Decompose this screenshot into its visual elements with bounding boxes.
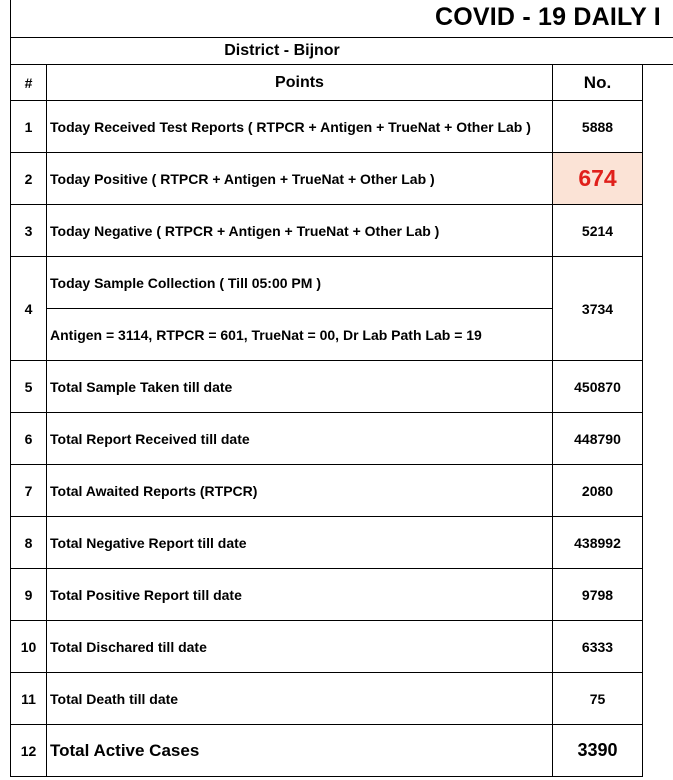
row-value: 448790 bbox=[553, 413, 643, 465]
table-row bbox=[11, 101, 643, 153]
row-num: 3 bbox=[11, 205, 47, 257]
today-positive-value: 674 bbox=[553, 153, 643, 205]
row-label: Total Sample Taken till date bbox=[47, 361, 553, 413]
row-num: 10 bbox=[11, 621, 47, 673]
table-row bbox=[11, 205, 643, 257]
district-row bbox=[10, 38, 673, 65]
row-value: 9798 bbox=[553, 569, 643, 621]
row-value: 5888 bbox=[553, 101, 643, 153]
row-value: 450870 bbox=[553, 361, 643, 413]
row-num: 11 bbox=[11, 673, 47, 725]
row-num: 12 bbox=[11, 725, 47, 777]
table-row bbox=[11, 413, 643, 465]
row-num: 8 bbox=[11, 517, 47, 569]
row-num: 2 bbox=[11, 153, 47, 205]
table-row bbox=[11, 517, 643, 569]
header-num: # bbox=[11, 65, 47, 101]
table-header bbox=[11, 65, 643, 101]
row-value: 438992 bbox=[553, 517, 643, 569]
active-cases-label: Total Active Cases bbox=[47, 725, 553, 777]
table-row bbox=[11, 361, 643, 413]
report-title: COVID - 19 DAILY I bbox=[435, 3, 661, 31]
row-num: 7 bbox=[11, 465, 47, 517]
row-sublabel: Antigen = 3114, RTPCR = 601, TrueNat = 00, Dr Lab Path Lab = 19 bbox=[47, 309, 553, 361]
row-label: Today Sample Collection ( Till 05:00 PM ) bbox=[47, 257, 553, 309]
row-label: Total Positive Report till date bbox=[47, 569, 553, 621]
table-row bbox=[11, 465, 643, 517]
table-row bbox=[11, 621, 643, 673]
table-row bbox=[11, 569, 643, 621]
header-no: No. bbox=[553, 65, 643, 101]
row-label: Total Report Received till date bbox=[47, 413, 553, 465]
row-label: Total Awaited Reports (RTPCR) bbox=[47, 465, 553, 517]
district-label: District - Bijnor bbox=[224, 42, 340, 59]
row-num: 5 bbox=[11, 361, 47, 413]
table-row bbox=[11, 725, 643, 777]
row-num: 1 bbox=[11, 101, 47, 153]
row-label: Total Negative Report till date bbox=[47, 517, 553, 569]
row-value: 75 bbox=[553, 673, 643, 725]
covid-stats-table bbox=[10, 64, 643, 777]
row-num: 9 bbox=[11, 569, 47, 621]
row-value: 6333 bbox=[553, 621, 643, 673]
row-label: Today Received Test Reports ( RTPCR + Antigen + TrueNat + Other Lab ) bbox=[47, 101, 553, 153]
table-row bbox=[11, 673, 643, 725]
table-row bbox=[11, 153, 643, 205]
active-cases-value: 3390 bbox=[553, 725, 643, 777]
row-value: 5214 bbox=[553, 205, 643, 257]
table-subrow bbox=[11, 309, 643, 361]
header-points: Points bbox=[47, 65, 553, 101]
row-label: Today Negative ( RTPCR + Antigen + TrueNat + Other Lab ) bbox=[47, 205, 553, 257]
row-value: 3734 bbox=[553, 257, 643, 361]
row-num: 4 bbox=[11, 257, 47, 361]
row-label: Total Dischared till date bbox=[47, 621, 553, 673]
row-num: 6 bbox=[11, 413, 47, 465]
title-row bbox=[10, 0, 673, 38]
row-value: 2080 bbox=[553, 465, 643, 517]
row-label: Total Death till date bbox=[47, 673, 553, 725]
table-row bbox=[11, 257, 643, 309]
row-label: Today Positive ( RTPCR + Antigen + TrueNat + Other Lab ) bbox=[47, 153, 553, 205]
